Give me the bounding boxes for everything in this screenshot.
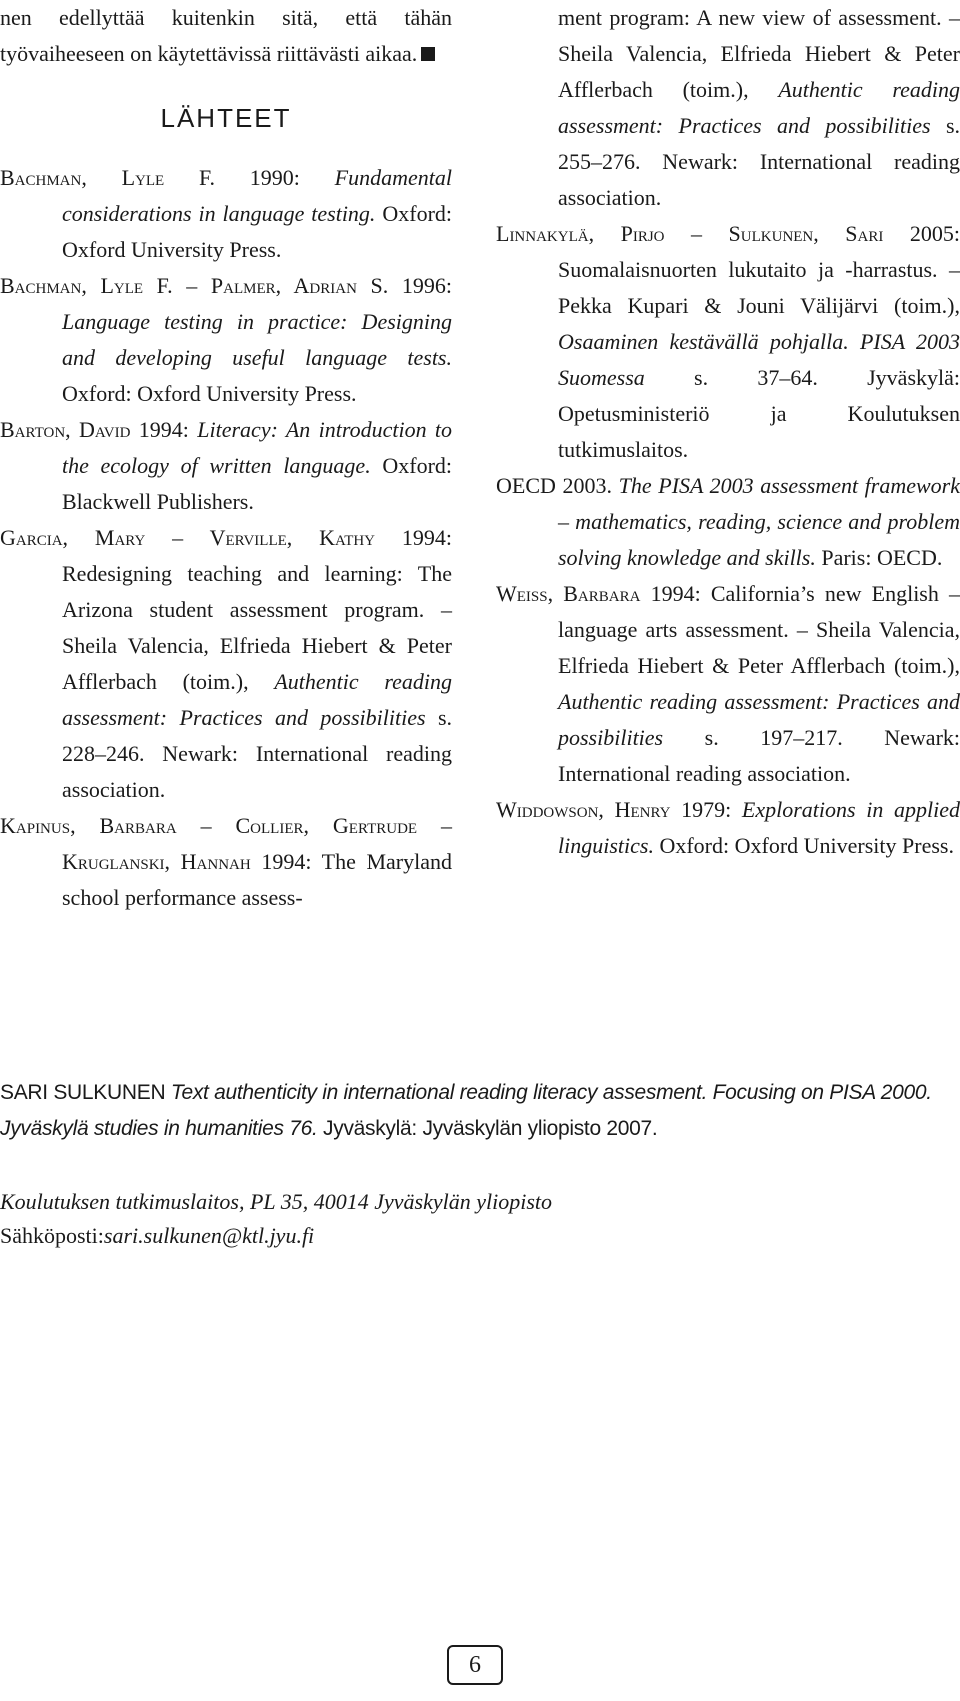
reference-item (0, 268, 452, 412)
left-column (0, 0, 452, 916)
ref-rest: Paris: OECD. (821, 545, 943, 570)
ref-year: 1994: (401, 525, 453, 550)
reference-item (0, 160, 452, 268)
dissertation-citation (0, 1075, 960, 1147)
ref-year: 1994: (261, 849, 312, 874)
ref-pre: California’s new English – language arts assessment. – Sheila Valencia, Elfrieda Hiebert & Peter Afflerbach (toim.), (558, 581, 960, 678)
ref-pre: ment program: A new view of assessment. – Sheila Valencia, Elfrieda Hiebert & Peter Afflerbach (toim.), (558, 5, 960, 102)
right-column (496, 0, 960, 864)
ref-title: Language testing in practice: Designing and developing useful language tests. (62, 309, 452, 370)
ref-year: 2005: (909, 221, 960, 246)
ref-rest: Oxford: Blackwell Publishers. (62, 453, 453, 514)
reference-item (0, 520, 452, 808)
reference-item (496, 576, 960, 792)
ref-rest: s. 37–64. Jyväskylä: Opetusministeriö ja Koulutuksen tutkimuslaitos. (558, 365, 960, 462)
ref-year: 1994: (650, 581, 701, 606)
citation-rest: Jyväskylä: Jyväskylän yliopisto 2007. (323, 1117, 658, 1140)
citation-author: SARI SULKUNEN (0, 1081, 166, 1104)
page-number: 6 (447, 1645, 503, 1685)
contact-email-line (0, 1219, 552, 1253)
ref-rest: Oxford: Oxford University Press. (659, 833, 954, 858)
ref-authors: OECD (496, 473, 556, 498)
ref-authors: Linnakylä, Pirjo – Sulkunen, Sari (496, 221, 884, 246)
ref-authors: Bachman, Lyle F. – Palmer, Adrian S. (0, 273, 389, 298)
reference-item (496, 468, 960, 576)
ref-year: 1990: (249, 165, 300, 190)
ref-authors: Bachman, Lyle F. (0, 165, 215, 190)
ref-rest: s. 228–246. Newark: International reading association. (62, 705, 452, 802)
ref-year: 1979: (681, 797, 732, 822)
citation-title: Text authenticity in international reading literacy assesment. Focusing on PISA 2000. Jyväskylä studies in humanities 76. (0, 1081, 932, 1140)
intro-text: nen edellyttää kuitenkin sitä, että tähän työvaiheeseen on käytettävissä riittävästi aikaa. (0, 5, 452, 66)
references-heading: LÄHTEET (160, 103, 292, 133)
email-address: sari.sulkunen@ktl.jyu.fi (103, 1223, 315, 1248)
ref-year: 1994: (138, 417, 189, 442)
ref-year: 1996: (401, 273, 453, 298)
ref-pre: Redesigning teaching and learning: The Arizona student assessment program. – Sheila Valencia, Elfrieda Hiebert & Peter Afflerbach (toim.), (62, 561, 452, 694)
intro-paragraph (0, 0, 452, 72)
ref-authors: Barton, David (0, 417, 131, 442)
contact-block (0, 1185, 552, 1253)
reference-item (0, 412, 452, 520)
ref-rest: s. 255–276. Newark: International reading association. (558, 113, 960, 210)
contact-address: Koulutuksen tutkimuslaitos, PL 35, 40014 Jyväskylän yliopisto (0, 1189, 552, 1214)
email-label: Sähköposti: (0, 1223, 104, 1248)
ref-title: Literacy: An introduction to the ecology of written language. (62, 417, 453, 478)
ref-year: 2003. (562, 473, 613, 498)
ref-rest: Oxford: Oxford University Press. (62, 381, 357, 406)
reference-item (0, 808, 452, 916)
ref-authors: Kapinus, Barbara – Collier, Gertrude – Kruglanski, Hannah (0, 813, 452, 874)
ref-authors: Widdowson, Henry (496, 797, 671, 822)
ref-rest: s. 197–217. Newark: International reading association. (558, 725, 960, 786)
reference-continuation (496, 0, 960, 216)
ref-authors: Weiss, Barbara (496, 581, 641, 606)
ref-pre: The Maryland school performance assess- (62, 849, 453, 910)
reference-item (496, 216, 960, 468)
ref-title: Fundamental considerations in language testing. (62, 165, 452, 226)
reference-item (496, 792, 960, 864)
ref-rest: Oxford: Oxford University Press. (62, 201, 453, 262)
ref-title: Explorations in applied linguistics. (558, 797, 960, 858)
ref-title: Authentic reading assessment: Practices and possibilities (558, 689, 960, 750)
ref-pre: Suomalaisnuorten lukutaito ja -harrastus. – Pekka Kupari & Jouni Välijärvi (toim.), (558, 257, 960, 318)
ref-title: Authentic reading assessment: Practices and possibilities (62, 669, 452, 730)
ref-title: The PISA 2003 assessment framework – mathematics, reading, science and problem solving knowledge and skills. (558, 473, 960, 570)
end-square-icon (421, 47, 435, 61)
ref-authors: Garcia, Mary – Verville, Kathy (0, 525, 376, 550)
ref-title: Osaaminen kestävällä pohjalla. PISA 2003 Suomessa (558, 329, 960, 390)
ref-title: Authentic reading assessment: Practices and possibilities (558, 77, 960, 138)
